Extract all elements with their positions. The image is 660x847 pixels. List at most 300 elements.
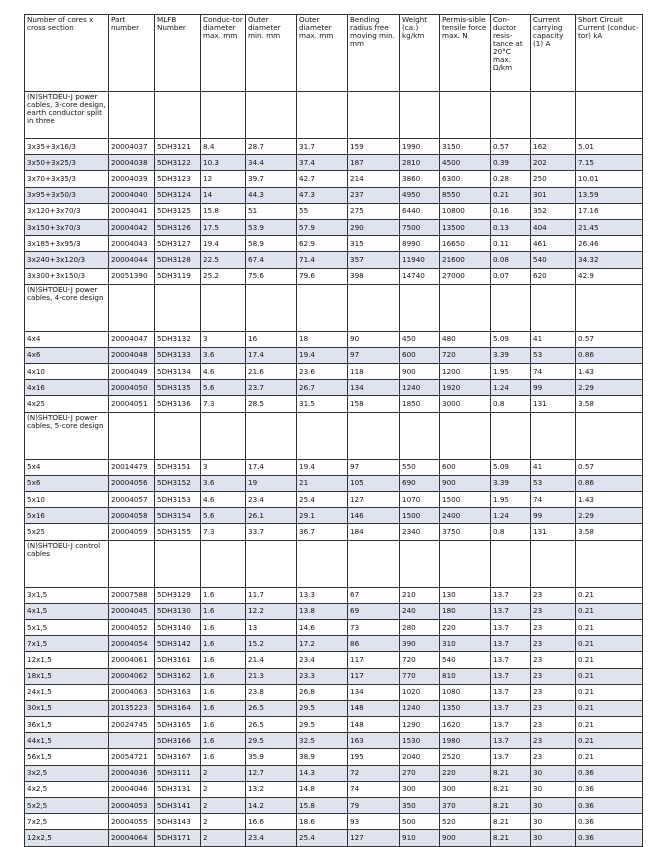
table-cell: 5.6 [201,380,246,396]
table-cell: 3750 [440,524,491,540]
table-cell: 14.3 [297,765,348,781]
table-cell: 5DH3134 [155,364,201,380]
table-cell: 23 [531,636,576,652]
table-cell: 0.11 [491,236,531,252]
table-cell: 0.21 [576,668,643,684]
table-row [25,155,643,171]
table-row [25,380,643,396]
table-cell-empty [491,540,531,587]
table-cell: 5DH3130 [155,603,201,619]
table-cell-empty [531,540,576,587]
table-row [25,619,643,635]
table-cell: 118 [348,364,400,380]
header-part-number: Part number [109,15,155,92]
table-cell: 20004061 [109,652,155,668]
table-cell: 26.7 [297,380,348,396]
table-cell: 398 [348,268,400,284]
table-cell: 26.8 [297,684,348,700]
table-cell-empty [440,412,491,459]
table-cell: 51 [246,203,297,219]
group-header-row [25,540,643,587]
table-cell: 3x300+3x150/3 [25,268,109,284]
table-cell: 404 [531,219,576,235]
table-cell: 29.5 [297,717,348,733]
table-cell: 202 [531,155,576,171]
table-cell: 14.2 [246,798,297,814]
table-cell: 20004057 [109,492,155,508]
table-cell: 26.5 [246,717,297,733]
table-cell: 21.4 [246,652,297,668]
table-row [25,603,643,619]
table-cell: 1.95 [491,364,531,380]
table-cell: 8.21 [491,781,531,797]
table-cell: 0.57 [576,331,643,347]
table-cell: 13.7 [491,587,531,603]
table-row [25,219,643,235]
table-cell: 13.7 [491,668,531,684]
table-cell: 6440 [400,203,440,219]
table-cell: 53.9 [246,219,297,235]
table-cell: 310 [440,636,491,652]
table-cell: 20051390 [109,268,155,284]
table-cell-empty [491,284,531,331]
table-cell: 41 [531,331,576,347]
table-cell: 23 [531,684,576,700]
table-cell: 8.4 [201,139,246,155]
table-cell: 99 [531,508,576,524]
table-cell-empty [400,92,440,139]
table-cell: 3x120+3x70/3 [25,203,109,219]
table-cell: 2040 [400,749,440,765]
table-cell: 14740 [400,268,440,284]
table-cell: 3.39 [491,347,531,363]
table-cell: 7x2,5 [25,814,109,830]
table-cell: 20024745 [109,717,155,733]
table-cell: 720 [440,347,491,363]
table-cell: 1350 [440,700,491,716]
table-cell: 3.39 [491,475,531,491]
table-cell-empty [491,92,531,139]
table-cell: 1020 [400,684,440,700]
table-row [25,171,643,187]
table-cell: 22.5 [201,252,246,268]
table-cell: 8.21 [491,814,531,830]
table-cell: 5DH3141 [155,798,201,814]
table-cell-empty [400,284,440,331]
table-cell: 12 [201,171,246,187]
table-cell: 19.4 [297,347,348,363]
table-cell: 117 [348,652,400,668]
table-cell: 26.1 [246,508,297,524]
table-cell: 250 [531,171,576,187]
table-cell-empty [201,92,246,139]
table-cell: 4x16 [25,380,109,396]
table-cell: 20004043 [109,236,155,252]
table-cell: 1850 [400,396,440,412]
table-cell: 4500 [440,155,491,171]
table-cell: 13.7 [491,733,531,749]
table-cell: 20004041 [109,203,155,219]
table-cell [109,733,155,749]
table-cell: 210 [400,587,440,603]
table-cell: 26.46 [576,236,643,252]
table-cell: 30 [531,765,576,781]
table-cell: 58.9 [246,236,297,252]
table-cell: 1620 [440,717,491,733]
table-cell: 93 [348,814,400,830]
table-cell: 461 [531,236,576,252]
table-cell: 20135223 [109,700,155,716]
table-row [25,475,643,491]
table-row [25,700,643,716]
table-cell: 5.09 [491,459,531,475]
table-cell: 23 [531,749,576,765]
table-cell-empty [440,92,491,139]
table-cell: 90 [348,331,400,347]
table-cell: 0.13 [491,219,531,235]
table-cell: 33.7 [246,524,297,540]
table-cell-empty [201,412,246,459]
table-cell: 5DH3133 [155,347,201,363]
table-cell: 3x185+3x95/3 [25,236,109,252]
header-short-circuit-current: Short Circuit Current (conduc-tor) kA [576,15,643,92]
table-cell: 86 [348,636,400,652]
table-cell: 13.3 [297,587,348,603]
table-cell: 20004048 [109,347,155,363]
table-cell: 3x70+3x35/3 [25,171,109,187]
table-cell: 280 [400,619,440,635]
table-cell: 1.6 [201,668,246,684]
table-cell: 127 [348,492,400,508]
table-cell: 20004055 [109,814,155,830]
table-cell: 5DH3142 [155,636,201,652]
table-cell: 0.07 [491,268,531,284]
table-cell: 20004047 [109,331,155,347]
table-cell: 20004050 [109,380,155,396]
table-cell: 5DH3171 [155,830,201,846]
table-cell: 25.4 [297,492,348,508]
table-body [25,92,643,847]
table-cell: 71.4 [297,252,348,268]
table-cell: 1.24 [491,508,531,524]
table-cell: 23 [531,603,576,619]
table-cell: 44x1,5 [25,733,109,749]
table-cell: 184 [348,524,400,540]
table-cell: 13.7 [491,749,531,765]
table-cell: 55 [297,203,348,219]
header-outer-diameter-max: Outer diameter max. mm [297,15,348,92]
group-header-row [25,284,643,331]
table-row [25,668,643,684]
table-cell: 4950 [400,187,440,203]
table-cell-empty [155,412,201,459]
table-cell: 3x35+3x16/3 [25,139,109,155]
table-cell: 17.4 [246,459,297,475]
table-cell: 5DH3128 [155,252,201,268]
table-cell: 36x1,5 [25,717,109,733]
table-cell: 1240 [400,700,440,716]
table-cell: 20004063 [109,684,155,700]
table-cell: 5DH3152 [155,475,201,491]
table-cell: 1.6 [201,717,246,733]
table-cell: 5DH3122 [155,155,201,171]
table-cell: 3860 [400,171,440,187]
table-cell: 214 [348,171,400,187]
table-cell: 5DH3126 [155,219,201,235]
table-row [25,268,643,284]
table-cell: 4.6 [201,492,246,508]
table-cell: 20004040 [109,187,155,203]
table-cell: 0.86 [576,347,643,363]
table-cell: 31.5 [297,396,348,412]
table-cell: 13.7 [491,700,531,716]
table-cell: 34.4 [246,155,297,171]
table-cell: 29.1 [297,508,348,524]
table-cell: 20004064 [109,830,155,846]
table-cell-empty [531,92,576,139]
table-cell: 5DH3165 [155,717,201,733]
table-cell: 5DH3166 [155,733,201,749]
table-cell: 1.6 [201,733,246,749]
table-cell: 4x10 [25,364,109,380]
table-cell: 5DH3136 [155,396,201,412]
table-cell: 159 [348,139,400,155]
table-cell: 13.7 [491,619,531,635]
header-weight: Weight (ca.) kg/km [400,15,440,92]
table-cell: 13.59 [576,187,643,203]
table-row [25,781,643,797]
table-cell: 0.28 [491,171,531,187]
table-cell: 3 [201,459,246,475]
table-row [25,203,643,219]
table-cell: 315 [348,236,400,252]
table-cell: 1530 [400,733,440,749]
table-cell: 57.9 [297,219,348,235]
table-cell: 0.21 [576,619,643,635]
table-cell: 20004052 [109,619,155,635]
table-cell: 14.6 [297,619,348,635]
table-cell: 1.24 [491,380,531,396]
table-row [25,798,643,814]
table-cell: 17.5 [201,219,246,235]
table-cell: 8990 [400,236,440,252]
table-cell: 5DH3132 [155,331,201,347]
table-cell: 275 [348,203,400,219]
table-cell: 30x1,5 [25,700,109,716]
table-cell: 23 [531,717,576,733]
table-cell: 1080 [440,684,491,700]
table-cell: 620 [531,268,576,284]
group-label: (N)SHTOEU-J power cables, 5-core design [25,412,109,459]
table-cell-empty [297,92,348,139]
table-cell: 16650 [440,236,491,252]
table-cell: 5DH3129 [155,587,201,603]
table-cell: 5DH3151 [155,459,201,475]
table-cell: 0.8 [491,396,531,412]
table-cell: 23.4 [246,492,297,508]
table-cell: 26.5 [246,700,297,716]
table-cell: 550 [400,459,440,475]
table-cell: 5DH3124 [155,187,201,203]
table-cell: 18x1,5 [25,668,109,684]
table-cell: 3.58 [576,396,643,412]
table-row [25,187,643,203]
table-cell: 5DH3143 [155,814,201,830]
table-cell: 5DH3135 [155,380,201,396]
table-cell-empty [531,412,576,459]
table-row [25,347,643,363]
table-cell: 390 [400,636,440,652]
table-cell: 37.4 [297,155,348,171]
table-cell: 20004038 [109,155,155,171]
table-row [25,331,643,347]
table-cell: 1240 [400,380,440,396]
table-cell: 32.5 [297,733,348,749]
table-cell: 5DH3127 [155,236,201,252]
table-cell: 5DH3164 [155,700,201,716]
table-cell: 23.6 [297,364,348,380]
table-cell-empty [246,412,297,459]
table-cell: 73 [348,619,400,635]
table-cell: 146 [348,508,400,524]
table-cell: 3x240+3x120/3 [25,252,109,268]
table-cell: 1.6 [201,684,246,700]
table-cell: 4x4 [25,331,109,347]
table-cell: 0.36 [576,798,643,814]
table-cell: 0.21 [576,636,643,652]
table-cell: 8.21 [491,798,531,814]
table-cell: 20004054 [109,636,155,652]
table-cell: 520 [440,814,491,830]
header-conductor-resistance: Con-ductor resis-tance at 20°C max. Ω/km [491,15,531,92]
table-cell: 270 [400,765,440,781]
table-cell: 5.6 [201,508,246,524]
table-cell: 158 [348,396,400,412]
table-cell: 480 [440,331,491,347]
table-cell: 720 [400,652,440,668]
table-cell: 540 [531,252,576,268]
table-cell: 20007588 [109,587,155,603]
table-cell: 2810 [400,155,440,171]
table-cell: 3x50+3x25/3 [25,155,109,171]
table-cell: 79.6 [297,268,348,284]
table-cell: 540 [440,652,491,668]
table-row [25,492,643,508]
table-cell: 2.29 [576,380,643,396]
table-cell: 2 [201,781,246,797]
table-cell: 11.7 [246,587,297,603]
table-cell: 0.16 [491,203,531,219]
table-cell: 42.7 [297,171,348,187]
table-cell: 1200 [440,364,491,380]
table-cell: 11940 [400,252,440,268]
table-cell: 4x6 [25,347,109,363]
table-cell: 97 [348,347,400,363]
table-cell: 53 [531,475,576,491]
table-cell: 4x25 [25,396,109,412]
table-cell-empty [155,540,201,587]
table-cell-empty [348,540,400,587]
table-cell: 12.7 [246,765,297,781]
table-cell: 0.21 [576,749,643,765]
table-cell: 0.21 [576,587,643,603]
table-cell: 53 [531,347,576,363]
table-row [25,508,643,524]
table-row [25,524,643,540]
table-cell: 195 [348,749,400,765]
table-cell: 12x1,5 [25,652,109,668]
table-cell: 1.6 [201,749,246,765]
table-cell: 23.8 [246,684,297,700]
group-label: (N)SHTOEU-J power cables, 4-core design [25,284,109,331]
table-cell: 1500 [440,492,491,508]
table-cell: 290 [348,219,400,235]
table-cell: 16 [246,331,297,347]
table-cell: 1990 [400,139,440,155]
table-cell: 27000 [440,268,491,284]
table-cell: 3x95+3x50/3 [25,187,109,203]
table-cell: 16.6 [246,814,297,830]
table-cell: 8550 [440,187,491,203]
table-cell: 74 [531,492,576,508]
table-cell: 1.6 [201,587,246,603]
table-cell: 5x16 [25,508,109,524]
table-cell: 134 [348,380,400,396]
table-cell: 17.4 [246,347,297,363]
table-row [25,139,643,155]
table-cell-empty [348,412,400,459]
table-cell: 300 [400,781,440,797]
table-cell: 1070 [400,492,440,508]
table-cell-empty [155,92,201,139]
table-cell: 41 [531,459,576,475]
table-cell: 19.4 [201,236,246,252]
table-cell: 1.6 [201,636,246,652]
table-cell: 10.3 [201,155,246,171]
table-cell: 21600 [440,252,491,268]
table-cell: 14.8 [297,781,348,797]
header-outer-diameter-min: Outer diameter min. mm [246,15,297,92]
table-cell: 29.5 [297,700,348,716]
table-cell: 352 [531,203,576,219]
table-cell: 28.7 [246,139,297,155]
table-cell: 5DH3111 [155,765,201,781]
table-cell: 3.6 [201,347,246,363]
table-cell: 13.7 [491,717,531,733]
table-cell: 20004058 [109,508,155,524]
table-cell: 7x1,5 [25,636,109,652]
table-cell: 4x2,5 [25,781,109,797]
table-cell: 7.15 [576,155,643,171]
table-cell: 56x1,5 [25,749,109,765]
table-cell: 0.39 [491,155,531,171]
table-row [25,684,643,700]
table-cell: 67.4 [246,252,297,268]
table-cell: 5.09 [491,331,531,347]
table-cell: 300 [440,781,491,797]
table-cell: 13500 [440,219,491,235]
table-cell: 30 [531,814,576,830]
table-cell-empty [246,540,297,587]
table-cell: 62.9 [297,236,348,252]
table-cell: 15.8 [201,203,246,219]
table-cell: 35.9 [246,749,297,765]
table-cell-empty [400,412,440,459]
table-cell-empty [576,284,643,331]
table-cell: 3x1,5 [25,587,109,603]
table-cell: 74 [531,364,576,380]
table-cell: 20004042 [109,219,155,235]
